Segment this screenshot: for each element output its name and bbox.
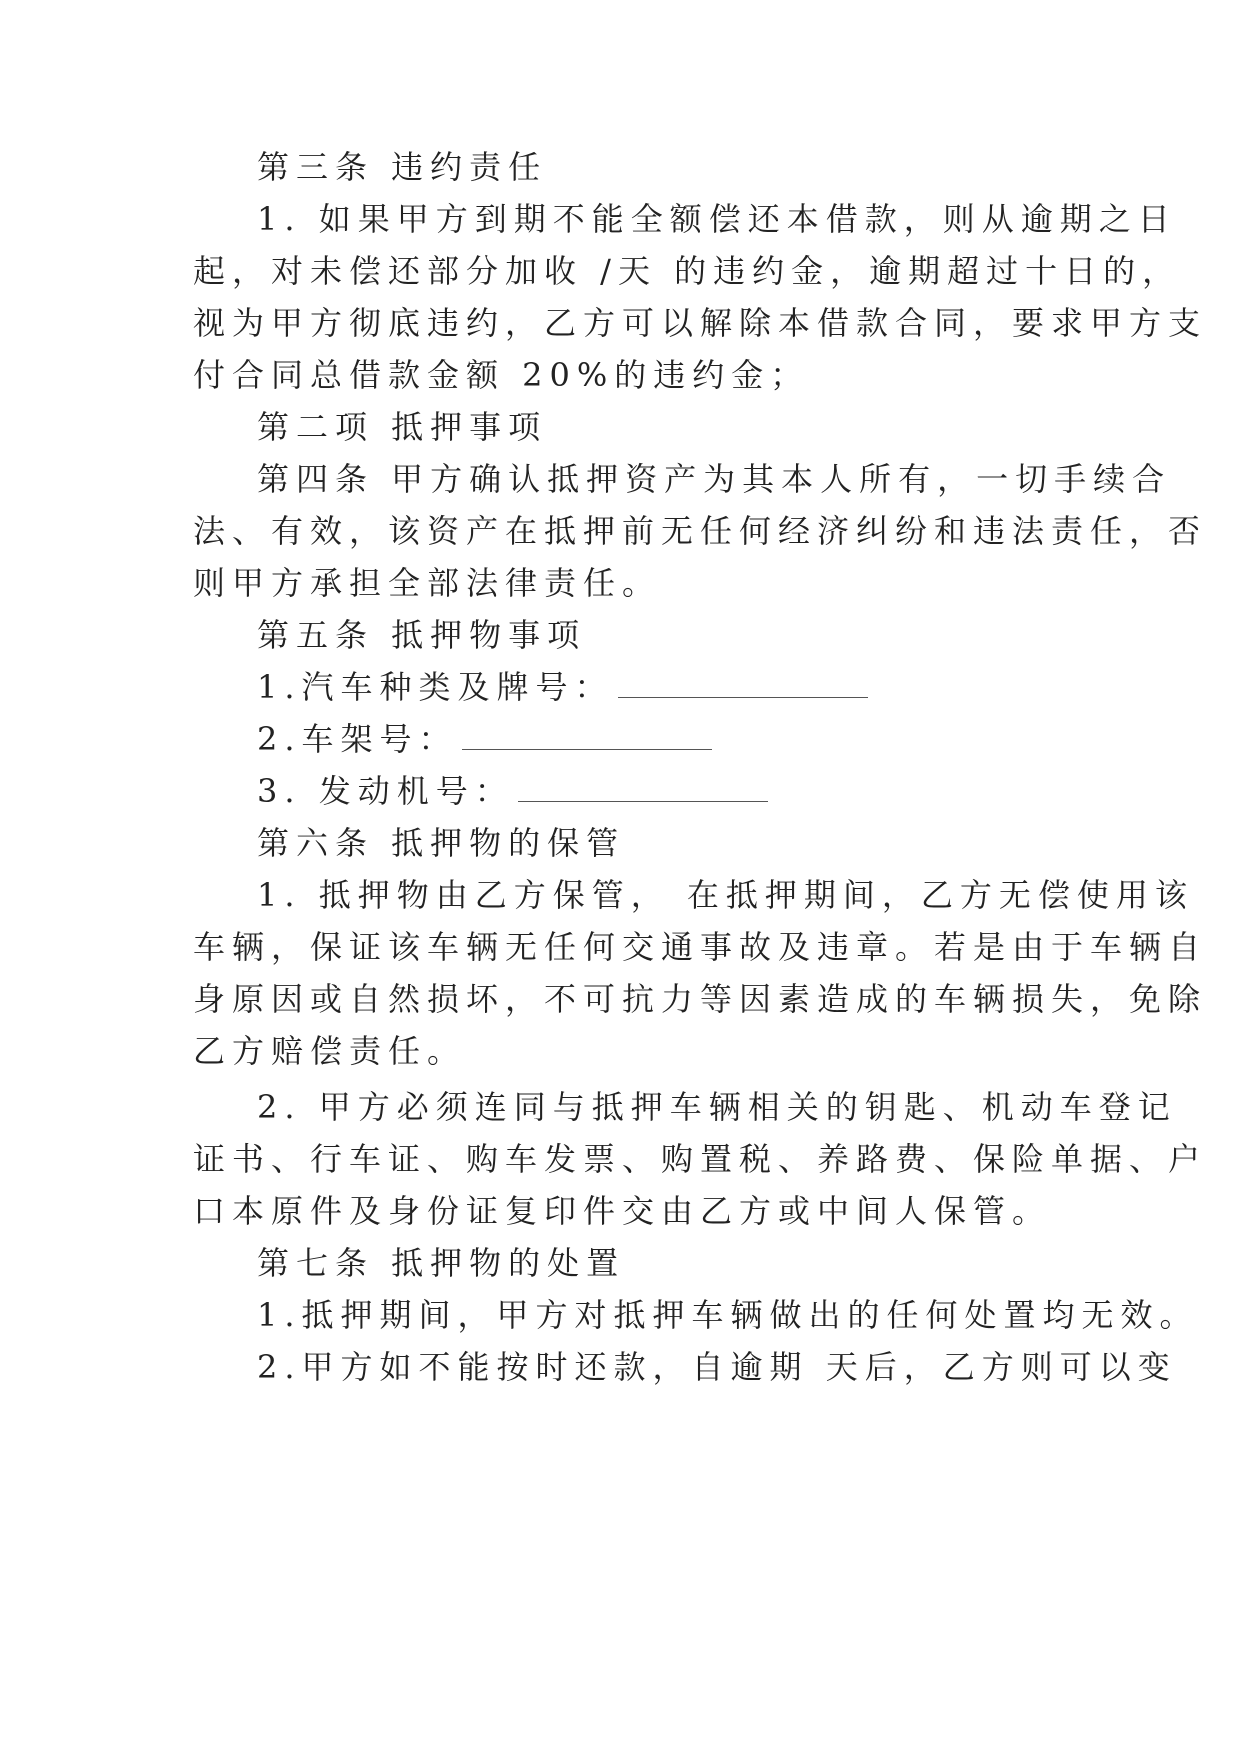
article-6-item-1-line-3: 身原因或自然损坏，不可抗力等因素造成的车辆损失，免除 [193,980,1208,1018]
article-6-item-1-line-1: 1. 抵押物由乙方保管， 在抵押期间，乙方无偿使用该 [257,876,1194,914]
article-3-item-1-line-1: 1. 如果甲方到期不能全额偿还本借款，则从逾期之日 [257,200,1177,238]
article-7-item-1: 1.抵押期间，甲方对抵押车辆做出的任何处置均无效。 [257,1296,1199,1334]
article-6-heading: 第六条 抵押物的保管 [257,824,626,862]
engine-number-label: 3. 发动机号： [257,772,514,810]
article-6-item-2-line-3: 口本原件及身份证复印件交由乙方或中间人保管。 [193,1192,1052,1230]
article-3-item-1-line-3: 视为甲方彻底违约，乙方可以解除本借款合同，要求甲方支 [193,304,1208,342]
vehicle-type-plate-blank [618,669,868,698]
frame-number-blank [462,721,712,750]
frame-number-label: 2.车架号： [257,720,458,758]
article-3-item-1-line-4: 付合同总借款金额 20%的违约金； [193,356,810,394]
article-7-item-2-line-1: 2.甲方如不能按时还款，自逾期 天后，乙方则可以变 [257,1348,1177,1386]
article-5-item-2 [257,719,712,759]
article-4-line-3: 则甲方承担全部法律责任。 [193,564,662,602]
engine-number-blank [518,773,768,802]
article-7-heading: 第七条 抵押物的处置 [257,1244,626,1282]
article-5-item-3 [257,771,768,811]
article-6-item-1-line-2: 车辆，保证该车辆无任何交通事故及违章。若是由于车辆自 [193,928,1208,966]
article-4-line-2: 法、有效，该资产在抵押前无任何经济纠纷和违法责任，否 [193,512,1208,550]
vehicle-type-plate-label: 1.汽车种类及牌号： [257,668,614,706]
article-6-item-2-line-1: 2. 甲方必须连同与抵押车辆相关的钥匙、机动车登记 [257,1088,1177,1126]
article-5-heading: 第五条 抵押物事项 [257,616,587,654]
article-6-item-1-line-4: 乙方赔偿责任。 [193,1032,467,1070]
article-6-item-2-line-2: 证书、行车证、购车发票、购置税、养路费、保险单据、户 [193,1140,1208,1178]
article-4-line-1: 第四条 甲方确认抵押资产为其本人所有，一切手续合 [257,460,1172,498]
section-2-heading: 第二项 抵押事项 [257,408,548,446]
article-5-item-1 [257,667,868,707]
article-3-heading: 第三条 违约责任 [257,148,548,186]
article-3-item-1-line-2: 起，对未偿还部分加收 /天 的违约金，逾期超过十日的， [193,252,1182,290]
